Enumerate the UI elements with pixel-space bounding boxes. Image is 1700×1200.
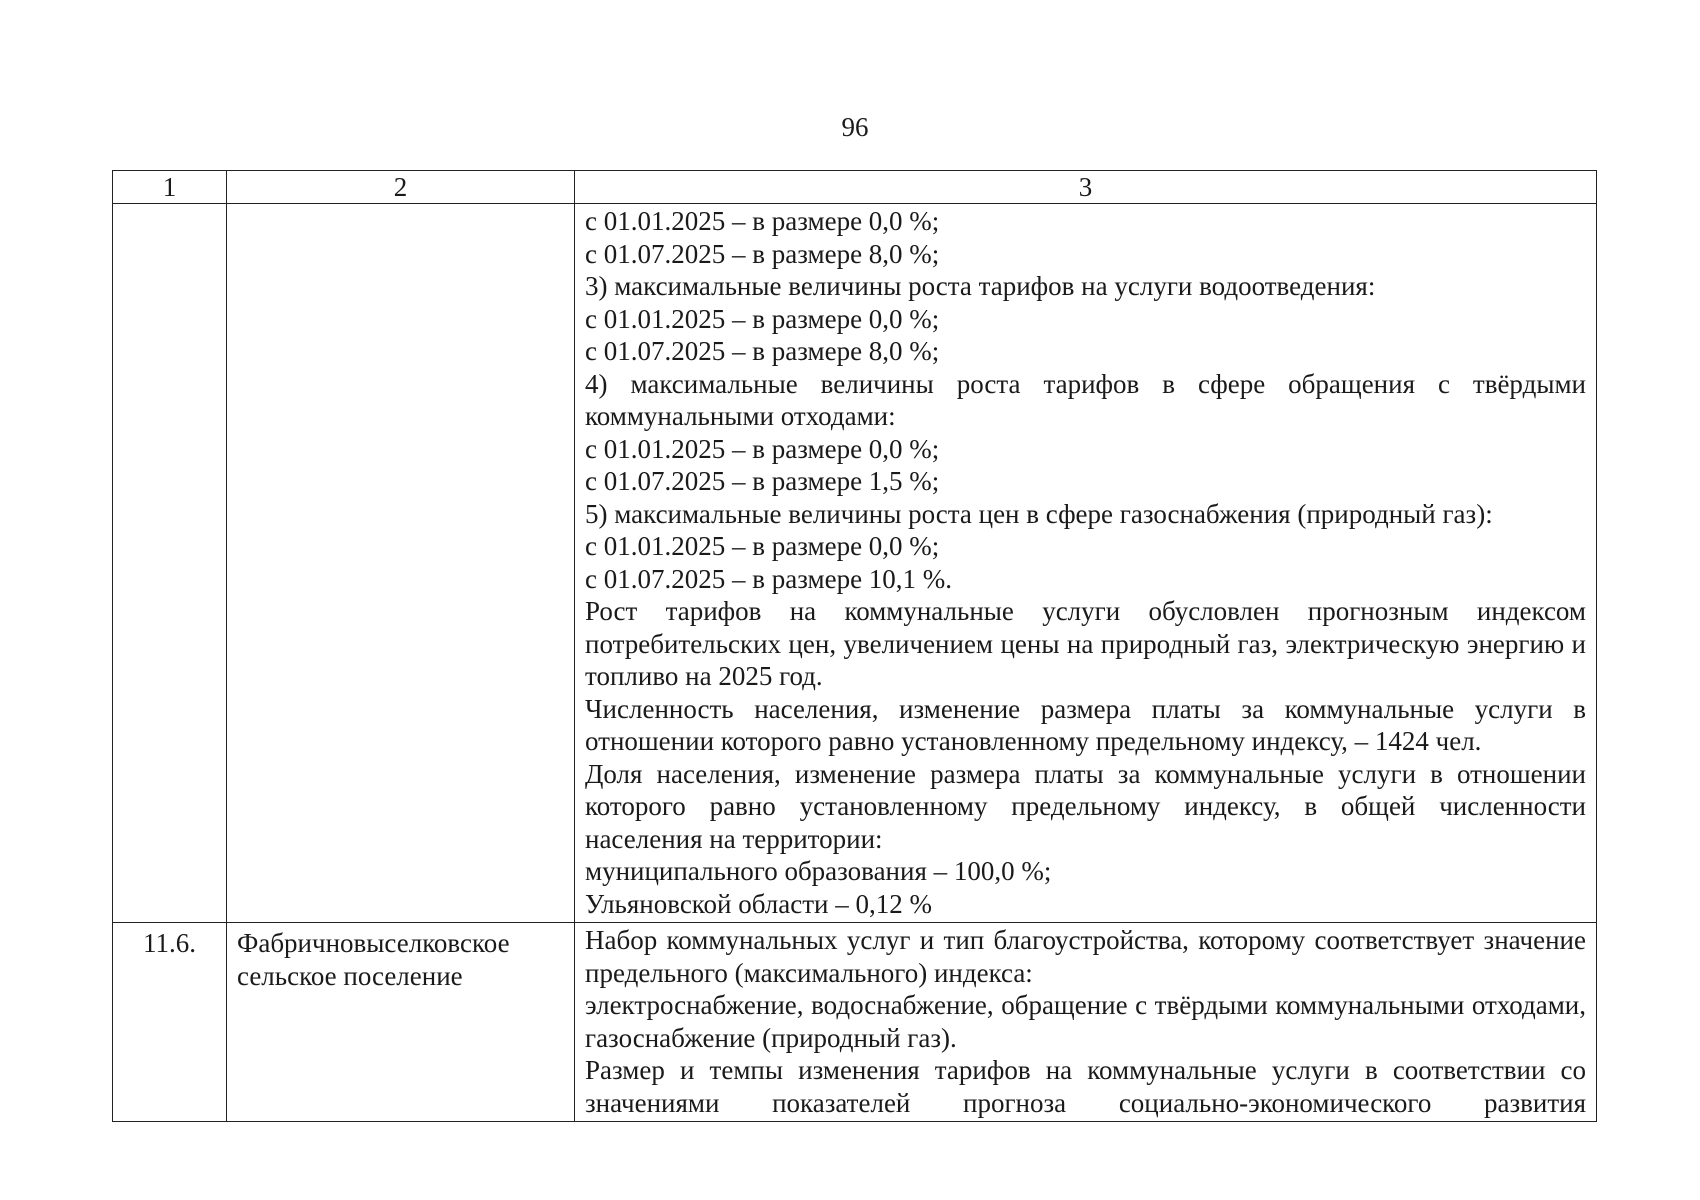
content-paragraph: Численность населения, изменение размера платы за коммунальные услуги в отношении которого равно установленному предельному индексу, – 1424 чел. <box>585 693 1586 756</box>
content-line: с 01.01.2025 – в размере 0,0 %; <box>585 531 940 561</box>
page-number: 96 <box>841 112 869 142</box>
table-row-continued <box>113 204 1597 923</box>
row-content-cell <box>575 923 1597 1122</box>
content-line: 5) максимальные величины роста цен в сфере газоснабжения (природный газ): <box>585 498 1493 529</box>
column-header-3: 3 <box>575 171 1597 204</box>
content-line: 3) максимальные величины роста тарифов на услуги водоотведения: <box>585 271 1376 301</box>
content-paragraph: Рост тарифов на коммунальные услуги обусловлен прогнозным индексом потребительских цен, увеличением цены на природный газ, электрическую энергию и топливо на 2025 год. <box>585 596 1586 691</box>
row-content-cell <box>575 204 1597 923</box>
content-line: с 01.07.2025 – в размере 8,0 %; <box>585 238 940 269</box>
content-paragraph: Доля населения, изменение размера платы за коммунальные услуги в отношении которого равно установленному предельному индексу, в общей численности населения на территории: <box>585 758 1586 854</box>
content-line: с 01.01.2025 – в размере 0,0 %; <box>585 303 940 334</box>
content-line: с 01.07.2025 – в размере 10,1 %. <box>585 563 953 594</box>
content-line: с 01.01.2025 – в размере 0,0 %; <box>585 206 940 236</box>
table-row-11-6 <box>113 923 1597 1122</box>
row-number-cell: 11.6. <box>113 923 227 1122</box>
content-line: 4) максимальные величины роста тарифов в сфере обращения с твёрдыми коммунальными отходами: <box>585 368 1586 431</box>
column-header-1: 1 <box>113 171 227 204</box>
column-header-2: 2 <box>227 171 575 204</box>
content-line: с 01.01.2025 – в размере 0,0 %; <box>585 433 940 464</box>
content-line: с 01.07.2025 – в размере 8,0 %; <box>585 336 940 366</box>
content-line: с 01.07.2025 – в размере 1,5 %; <box>585 466 940 496</box>
content-paragraph: Набор коммунальных услуг и тип благоустройства, которому соответствует значение предельного (максимального) индекса: <box>585 925 1586 988</box>
content-line: Ульяновской области – 0,12 % <box>585 888 932 919</box>
content-paragraph: электроснабжение, водоснабжение, обращение с твёрдыми коммунальными отходами, газоснабжение (природный газ). <box>585 990 1586 1053</box>
tariff-table <box>112 170 1597 1122</box>
table-header-row <box>113 171 1597 204</box>
row-number-cell <box>113 204 227 923</box>
row-name-cell: Фабричновыселковское сельское поселение <box>227 923 575 1122</box>
content-line: муниципального образования – 100,0 %; <box>585 856 1052 886</box>
row-name-cell <box>227 204 575 923</box>
content-paragraph: Размер и темпы изменения тарифов на коммунальные услуги в соответствии со значениями показателей прогноза социально-экономического развития <box>585 1055 1586 1118</box>
